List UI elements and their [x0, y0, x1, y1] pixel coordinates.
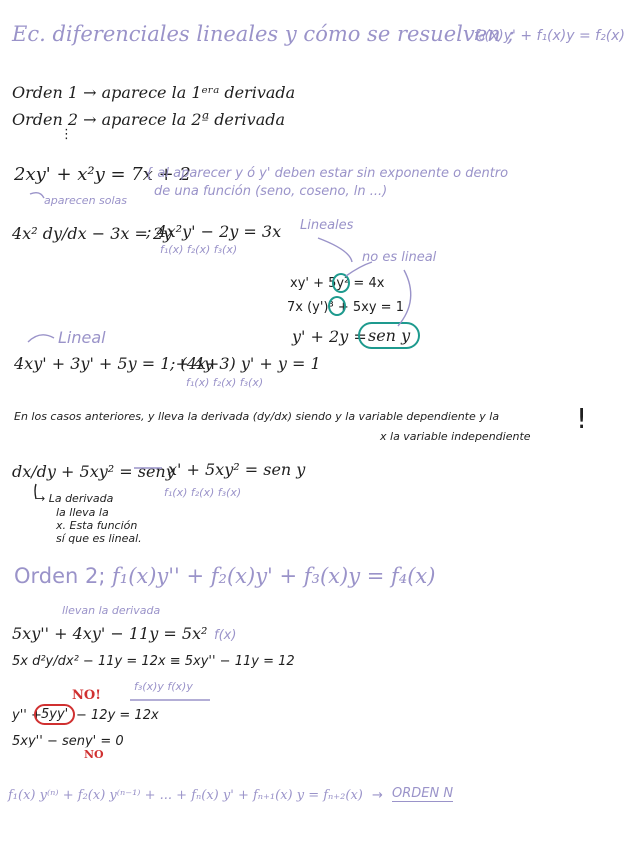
orden-2-formula: f₁(x)y'' + f₂(x)y' + f₃(x)y = f₄(x) [112, 564, 436, 588]
example-equation-2b: ; 4x²y' − 2y = 3x [146, 222, 282, 241]
exclamation-mark: ! [576, 402, 588, 435]
example-3b-labels: f₁(x) f₂(x) f₃(x) [186, 376, 264, 389]
lineales-arrow [318, 238, 352, 262]
explanation-line-1: En los casos anteriores, y lleva la derivada (dy/dx) siendo y la variable dependiente y la [14, 410, 500, 423]
inverse-note-3: x. Esta función [56, 519, 138, 532]
explanation-line-2: x la variable independiente [380, 430, 531, 443]
nonlinear-eq-2: 7x (y')³ + 5xy = 1 [287, 300, 404, 315]
title-formula: f₀(x)y' + f₁(x)y = f₂(x) [474, 28, 625, 44]
note-arrow-1 [30, 193, 44, 198]
orden-2-equation-4: 5xy'' − seny' = 0 [12, 734, 124, 749]
orden-2-equation-1: 5xy'' + 4xy' − 11y = 5x² [12, 624, 208, 643]
nonlinear-eq-1: xy' + 5y² = 4x [290, 276, 385, 291]
no-lineal-label: no es lineal [362, 250, 437, 265]
example-2b-labels: f₁(x) f₂(x) f₃(x) [160, 243, 238, 256]
lineal-label: Lineal [58, 328, 106, 347]
general-arrow: → [372, 788, 383, 803]
orden-2-eq3-left: y'' + [12, 708, 42, 723]
order-2-line: Orden 2 → aparece la 2ª derivada [12, 110, 286, 129]
inverse-equation: dx/dy + 5xy² = seny [12, 462, 175, 481]
example-equation-2: 4x² dy/dx − 3x = 2y [12, 224, 173, 243]
example-1-note: aparecen solas [44, 194, 128, 207]
no-lineal-arrow-1 [346, 262, 372, 276]
inverse-note-4: sí que es lineal. [56, 532, 142, 545]
orden-2-eq3-right: − 12y = 12x [76, 708, 159, 723]
orden-2-eq2-labels: f₃(x)y f(x)y [134, 680, 193, 693]
llevan-derivada-label: llevan la derivada [62, 604, 161, 617]
orden-n-label: ORDEN N [392, 786, 454, 801]
lineales-label: Lineales [300, 218, 354, 233]
no-mark-1: NO! [72, 688, 101, 703]
example-equation-3: 4xy' + 3y' + 5y = 1 + 4y [14, 354, 214, 373]
nonlinear-eq-3-circled: sen y [358, 322, 420, 349]
order-1-line: Orden 1 → aparece la 1ᵉʳᵃ derivada [12, 83, 296, 102]
lineal-arrow [28, 335, 54, 342]
orden-2-equation-2: 5x d²y/dx² − 11y = 12x ≡ 5xy'' − 11y = 12 [12, 654, 295, 669]
inverse-note-2: la lleva la [56, 506, 109, 519]
orden-2-eq3-circled: 5yy' [34, 704, 75, 725]
inverse-labels: f₁(x) f₂(x) f₃(x) [164, 486, 242, 499]
no-mark-2: NO [84, 748, 104, 761]
page-title: Ec. diferenciales lineales y cómo se resuelven ; [12, 22, 515, 46]
f-of-x-label: f(x) [214, 628, 237, 643]
inverse-equation-b: x' + 5xy² = sen y [168, 460, 306, 479]
general-formula: f₁(x) y⁽ⁿ⁾ + f₂(x) y⁽ⁿ⁻¹⁾ + ... + fₙ(x) y' + fₙ₊₁(x) y = fₙ₊₂(x) [8, 788, 363, 803]
no-lineal-arrow-2 [398, 270, 411, 326]
linearity-rule-2: de una función (seno, coseno, ln ...) [154, 184, 388, 199]
linearity-rule: { al aparecer y ó y' deben estar sin exponente o dentro [145, 166, 509, 181]
intro-dots: ⋮ [60, 127, 73, 142]
orden-2-heading: Orden 2; [14, 564, 106, 588]
example-equation-3b: ; (4x+3) y' + y = 1 [170, 354, 321, 373]
inverse-note-arrow [35, 484, 36, 499]
example-equation-1: 2xy' + x²y = 7x + 2 [14, 164, 191, 185]
inverse-note-1: → La derivada [36, 492, 114, 505]
nonlinear-eq-3: y' + 2y = [292, 327, 367, 346]
